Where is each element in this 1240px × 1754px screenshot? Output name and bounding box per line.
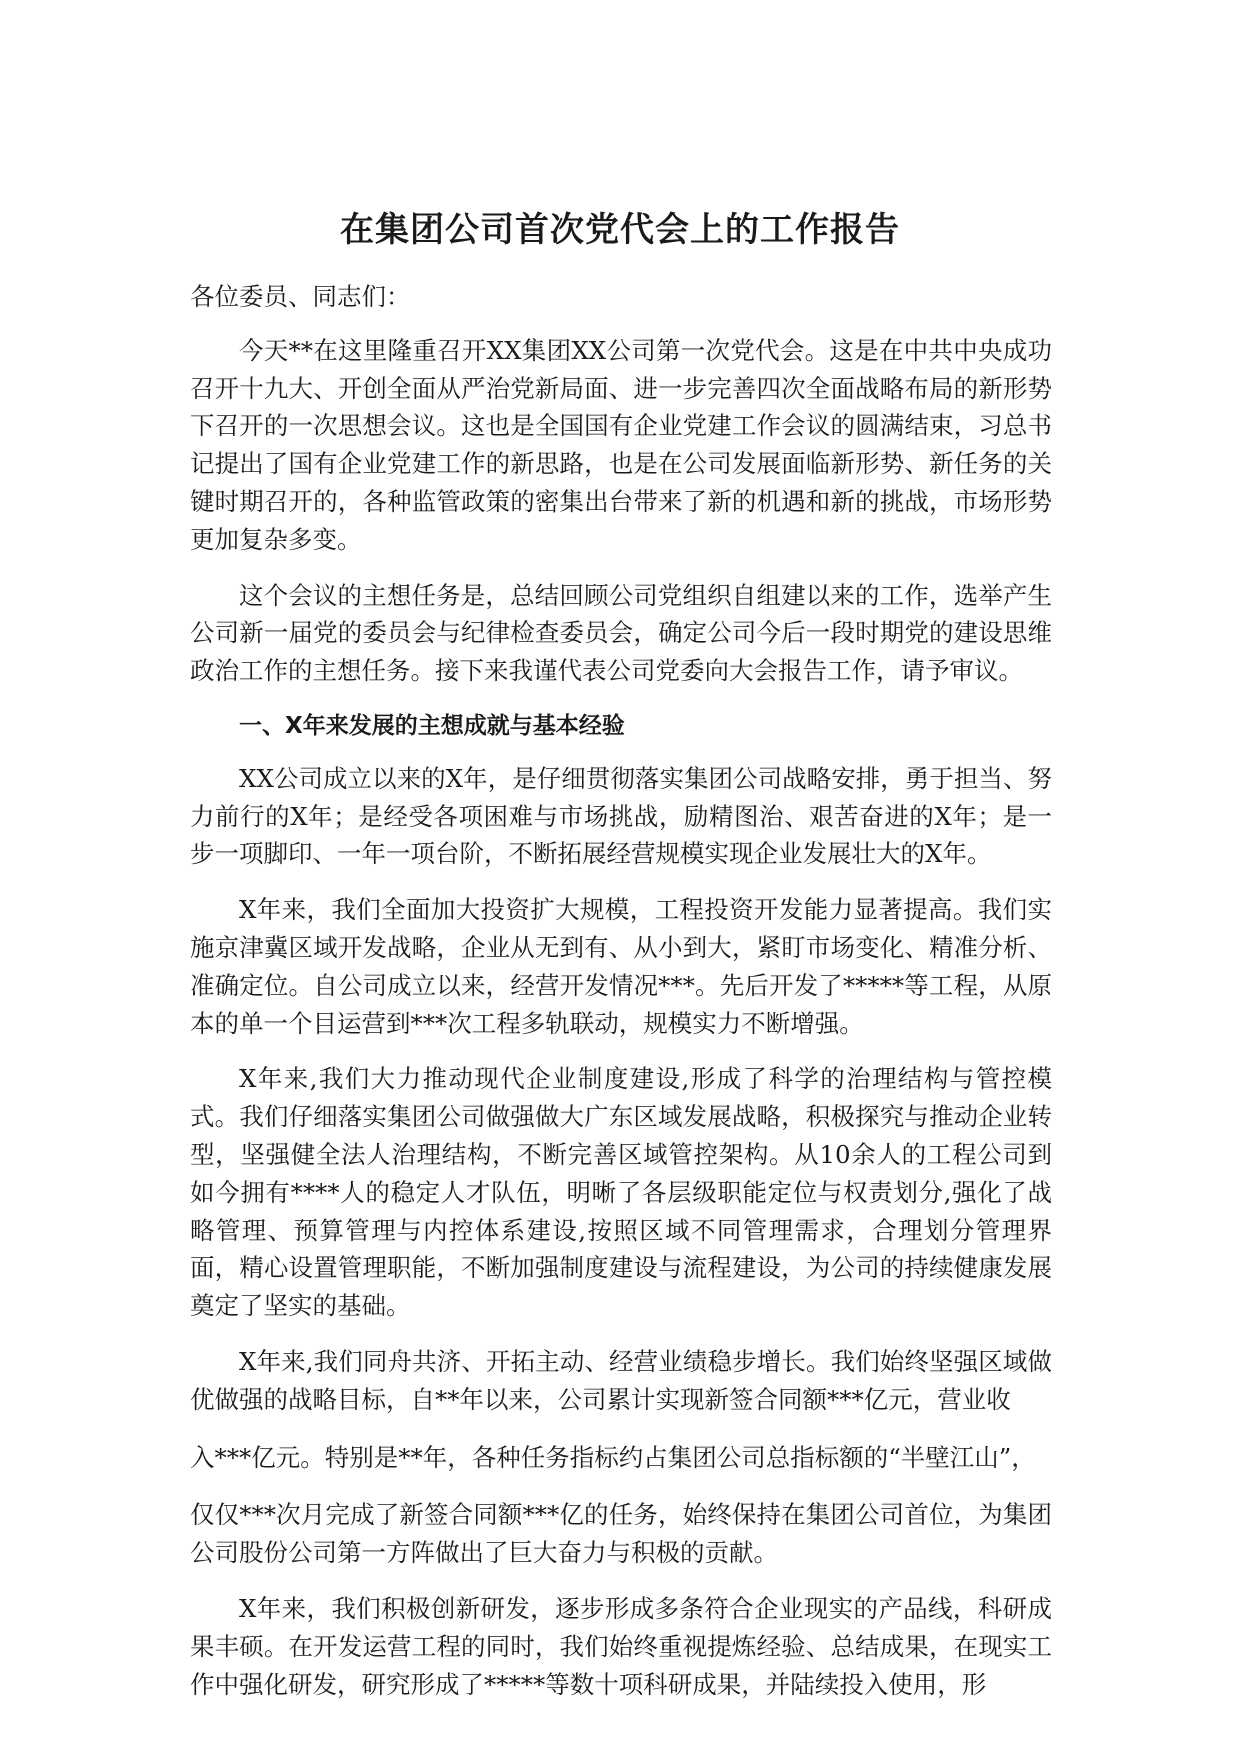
performance-line-2: 入***亿元。特别是**年，各种任务指标约占集团公司总指标额的“半壁江山”， bbox=[190, 1442, 1036, 1472]
greeting: 各位委员、同志们： bbox=[190, 282, 411, 311]
paragraph-governance: X年来,我们大力推动现代企业制度建设,形成了科学的治理结构与管控模式。我们仔细落实集团公司做强做大广东区域发展战略，积极探究与推动企业转型，坚强健全法人治理结构，不断完善区域管控架构。从10余人的工程公司到如今拥有****人的稳定人才队伍，明晰了各层级职能定位与权责划分,强化了战略管理、预算管理与内控体系建设,按照区域不同管理需求，合理划分管理界面，精心设置管理职能，不断加强制度建设与流程建设，为公司的持续健康发展奠定了坚实的基础。 bbox=[190, 1064, 1052, 1321]
paragraph-agenda: 这个会议的主想任务是，总结回顾公司党组织自组建以来的工作，选举产生公司新一届党的委员会与纪律检查委员会，确定公司今后一段时期党的建设思维政治工作的主想任务。接下来我谨代表公司党委向大会报告工作，请予审议。 bbox=[190, 580, 1052, 686]
paragraph-research: X年来，我们积极创新研发，逐步形成多条符合企业现实的产品线，科研成果丰硕。在开发运营工程的同时，我们始终重视提炼经验、总结成果，在现实工作中强化研发，研究形成了*****等数十项科研成果，并陆续投入使用，形 bbox=[190, 1593, 1052, 1699]
document-title: 在集团公司首次党代会上的工作报告 bbox=[340, 210, 900, 250]
performance-line-1: X年来,我们同舟共济、开拓主动、经营业绩稳步增长。我们始终坚强区域做优做强的战略目标，自**年以来，公司累计实现新签合同额***亿元，营业收 bbox=[190, 1346, 1052, 1414]
document-body bbox=[190, 278, 1052, 1721]
performance-line-3: 仅仅***次月完成了新签合同额***亿的任务，始终保持在集团公司首位，为集团公司股份公司第一方阵做出了巨大奋力与积极的贡献。 bbox=[190, 1500, 1052, 1568]
section-heading: 一、X年来发展的主想成就与基本经验 bbox=[239, 712, 625, 739]
paragraph-intro: 今天**在这里隆重召开XX集团XX公司第一次党代会。这是在中共中央成功召开十九大、开创全面从严治党新局面、进一步完善四次全面战略布局的新形势下召开的一次思想会议。这也是全国国有企业党建工作会议的圆满结束，习总书记提出了国有企业党建工作的新思路，也是在公司发展面临新形势、新任务的关键时期召开的，各种监管政策的密集出台带来了新的机遇和新的挑战，市场形势更加复杂多变。 bbox=[190, 335, 1052, 554]
paragraph-investment: X年来，我们全面加大投资扩大规模，工程投资开发能力显著提高。我们实施京津冀区域开发战略，企业从无到有、从小到大，紧盯市场变化、精准分析、准确定位。自公司成立以来，经营开发情况***。先后开发了*****等工程，从原本的单一个目运营到***次工程多轨联动，规模实力不断增强。 bbox=[190, 895, 1052, 1038]
paragraph-performance bbox=[190, 1343, 1052, 1572]
paragraph-overview: XX公司成立以来的X年，是仔细贯彻落实集团公司战略安排，勇于担当、努力前行的X年；是经受各项困难与市场挑战，励精图治、艰苦奋进的X年；是一步一项脚印、一年一项台阶，不断拓展经营规模实现企业发展壮大的X年。 bbox=[190, 763, 1052, 869]
